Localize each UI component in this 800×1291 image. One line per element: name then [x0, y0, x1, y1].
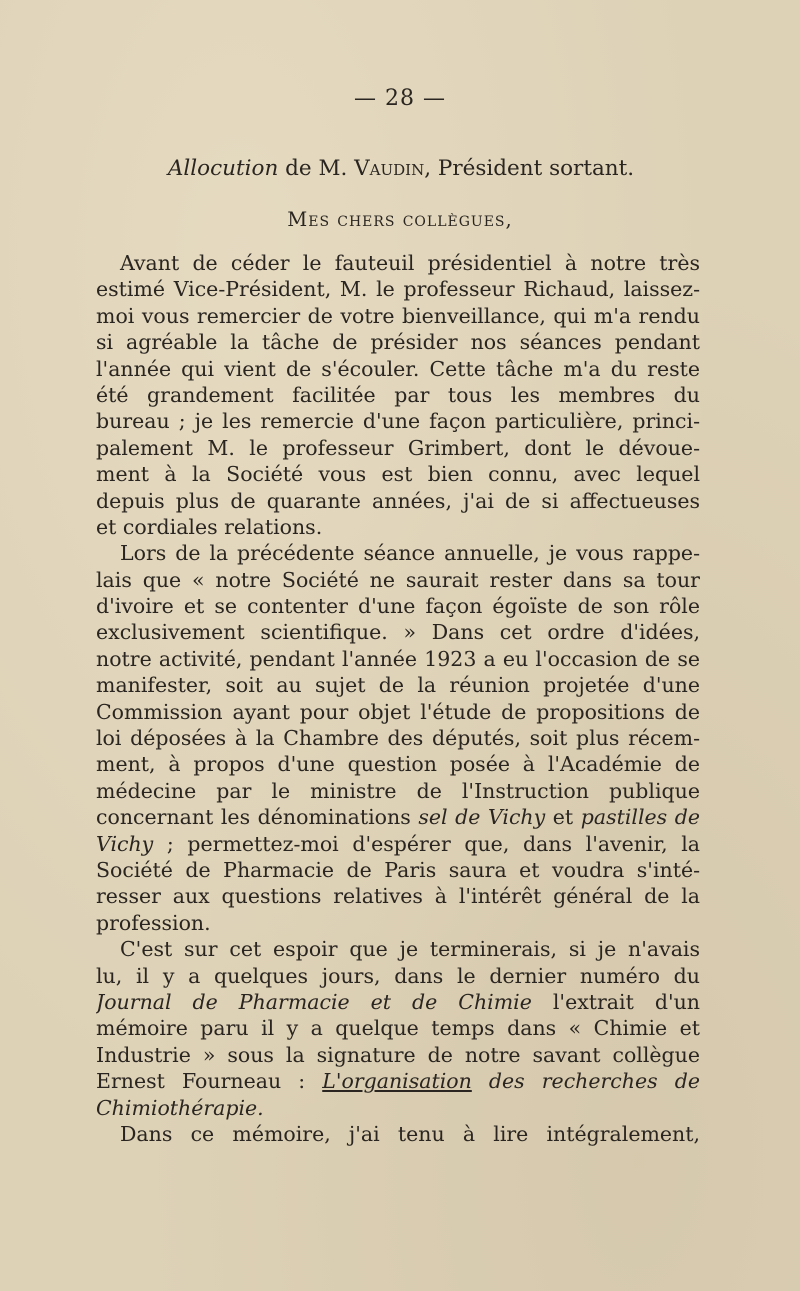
page-number: — 28 — [354, 86, 446, 111]
text-line-segment: profession. [96, 910, 211, 935]
section-heading [96, 156, 706, 181]
text-line [96, 1095, 700, 1121]
text-line-segment: mémoire paru il y a quelque temps dans « Chimie et [96, 1016, 700, 1041]
text-line [96, 593, 700, 619]
text-line-segment: Industrie » sous la signature de notre savant collègue [96, 1042, 700, 1067]
text-line-segment: été grandement facilitée par tous les membres du [96, 382, 700, 407]
text-line [96, 672, 700, 698]
text-line [96, 1121, 700, 1147]
text-line-segment: C'est sur cet espoir que je terminerais, si je n'avais [120, 937, 700, 962]
text-line-segment: concernant les dénominations [96, 805, 419, 830]
text-line-segment: notre activité, pendant l'année 1923 a eu l'occasion de se [96, 646, 700, 671]
text-line-segment: moi vous remercier de votre bienveillance, qui m'a rendu [96, 303, 700, 328]
text-line [96, 514, 700, 540]
text-line [96, 963, 700, 989]
text-line [96, 725, 700, 751]
text-line [96, 540, 700, 566]
salutation: Mes chers collègues, [287, 208, 513, 231]
text-line [96, 1042, 700, 1068]
text-line-segment: médecine par le ministre de l'Instruction publique [96, 778, 700, 803]
text-line [96, 778, 700, 804]
text-line-segment: exclusivement scientifique. » Dans cet ordre d'idées, [96, 620, 700, 645]
text-line-segment: pastilles de [580, 805, 700, 830]
text-line-segment: lu, il y a quelques jours, dans le dernier numéro du [96, 963, 700, 988]
text-line [96, 619, 700, 645]
text-line-segment: des recherches de [471, 1069, 700, 1094]
text-line [96, 1068, 700, 1094]
text-line [96, 461, 700, 487]
text-line-segment: si agréable la tâche de présider nos séances pendant [96, 330, 700, 355]
text-line-segment: bureau ; je les remercie d'une façon particulière, princi- [96, 409, 700, 434]
text-line [96, 1015, 700, 1041]
heading-allocution: Allocution [167, 156, 279, 181]
text-line [96, 567, 700, 593]
text-line-segment: Commission ayant pour objet l'étude de propositions de [96, 699, 700, 724]
text-line-segment: Dans ce mémoire, j'ai tenu à lire intégralement, [120, 1121, 700, 1146]
text-line-segment: palement M. le professeur Grimbert, dont le dévoue- [96, 435, 700, 460]
text-line [96, 883, 700, 909]
text-line [96, 382, 700, 408]
text-line-segment: ment à la Société vous est bien connu, avec lequel [96, 462, 700, 487]
text-line-segment: l'extrait d'un [531, 989, 700, 1014]
text-line-segment: Journal de Pharmacie et de Chimie [96, 989, 532, 1014]
text-line [96, 936, 700, 962]
text-line-segment: manifester, soit au sujet de la réunion projetée d'une [96, 673, 700, 698]
heading-name: Vaudin [354, 156, 425, 181]
text-line [96, 356, 700, 382]
text-line-segment: lais que « notre Société ne saurait rester dans sa tour [96, 567, 700, 592]
text-line [96, 329, 700, 355]
text-line [96, 910, 700, 936]
text-line [96, 408, 700, 434]
text-line-segment: l'année qui vient de s'écouler. Cette tâche m'a du reste [96, 356, 700, 381]
text-line-segment: ; permettez-moi d'espérer que, dans l'avenir, la [153, 831, 700, 856]
text-line [96, 303, 700, 329]
text-line-segment: resser aux questions relatives à l'intérêt général de la [96, 884, 700, 909]
text-line-segment: Chimiothérapie. [96, 1095, 264, 1120]
text-line-segment: sel de Vichy [418, 805, 546, 830]
body-text [96, 250, 700, 1147]
heading-title: , Président sortant. [424, 156, 635, 181]
text-line-segment: ment, à propos d'une question posée à l'Académie de [96, 752, 700, 777]
text-line [96, 831, 700, 857]
text-line-segment: L'organisation [322, 1069, 472, 1094]
text-line [96, 699, 700, 725]
text-line [96, 857, 700, 883]
text-line [96, 804, 700, 830]
text-line [96, 646, 700, 672]
text-line [96, 250, 700, 276]
text-line-segment: estimé Vice-Président, M. le professeur Richaud, laissez- [96, 277, 700, 302]
text-line-segment: Vichy [96, 831, 154, 856]
text-line-segment: Avant de céder le fauteuil présidentiel à notre très [120, 251, 700, 275]
heading-de-m: de M. [278, 156, 355, 181]
text-line-segment: d'ivoire et se contenter d'une façon égoïste de son rôle [96, 594, 700, 619]
text-line-segment: et cordiales relations. [96, 514, 323, 539]
text-line [96, 989, 700, 1015]
text-line-segment: Lors de la précédente séance annuelle, je vous rappe- [120, 541, 700, 566]
text-line-segment: et [545, 805, 581, 830]
text-line [96, 488, 700, 514]
text-line [96, 435, 700, 461]
text-line-segment: depuis plus de quarante années, j'ai de si affectueuses [96, 488, 700, 513]
text-line [96, 276, 700, 302]
text-line-segment: loi déposées à la Chambre des députés, soit plus récem- [96, 726, 700, 751]
text-line [96, 751, 700, 777]
text-line-segment: Société de Pharmacie de Paris saura et voudra s'inté- [96, 857, 700, 882]
text-line-segment: Ernest Fourneau : [96, 1069, 323, 1094]
